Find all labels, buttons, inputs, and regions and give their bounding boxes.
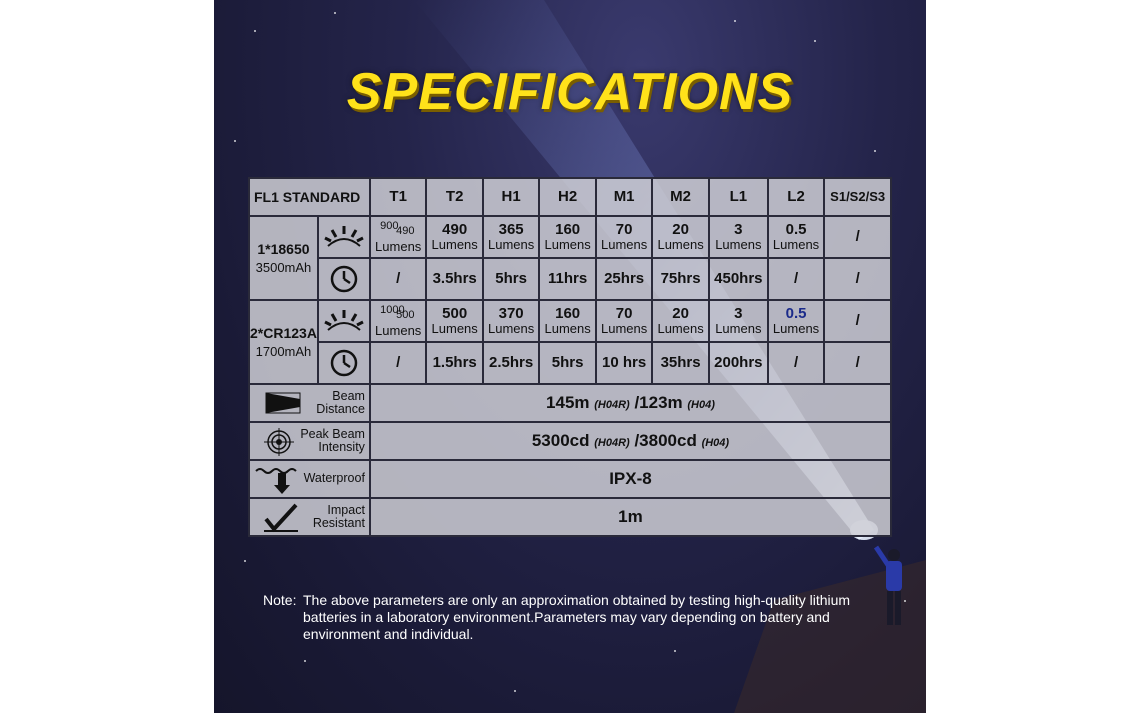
battery2-name: 2*CR123A (250, 324, 317, 341)
mode-header: M1 (596, 178, 652, 216)
spec-table (248, 177, 892, 537)
runtime-cell: 75hrs (652, 258, 708, 300)
impact-check-icon (262, 503, 300, 533)
battery2-label (249, 300, 318, 384)
lumens-cell: 70 Lumens (596, 300, 652, 342)
runtime-cell: / (824, 342, 891, 384)
lumens-cell: 3 Lumens (709, 300, 768, 342)
t1-lumens: 1000 500 Lumens (370, 300, 426, 342)
runtime-cell: 11hrs (539, 258, 595, 300)
runtime-cell: 1.5hrs (426, 342, 482, 384)
beam-distance-icon (264, 391, 302, 415)
mode-header: S1/S2/S3 (824, 178, 891, 216)
impact-value: 1m (370, 498, 891, 536)
battery1-label (249, 216, 318, 300)
runtime-cell: / (370, 258, 426, 300)
runtime-cell: 3.5hrs (426, 258, 482, 300)
note-text: The above parameters are only an approximation obtained by testing high-quality lithium batteries in a laboratory environment.Parameters may vary depending on battery and environment and individual. (303, 592, 851, 642)
clock-icon (318, 258, 370, 300)
lumens-cell: / (824, 216, 891, 258)
runtime-cell: 450hrs (709, 258, 768, 300)
waterproof-value: IPX-8 (370, 460, 891, 498)
lumens-cell: 0.5 Lumens (768, 216, 824, 258)
battery1-capacity: 3500mAh (255, 259, 312, 275)
battery2-capacity: 1700mAh (255, 343, 312, 359)
lumens-cell: 365 Lumens (483, 216, 539, 258)
clock-icon (318, 342, 370, 384)
waterproof-row (249, 460, 891, 498)
waterproof-label: Waterproof (249, 460, 370, 498)
impact-label: Impact Resistant (249, 498, 370, 536)
runtime-cell: 25hrs (596, 258, 652, 300)
corner-label: FL1 STANDARD (249, 178, 370, 216)
lumens-cell: 20 Lumens (652, 300, 708, 342)
lumens-cell: 370 Lumens (483, 300, 539, 342)
target-icon (264, 428, 294, 456)
lumens-cell: 0.5 Lumens (768, 300, 824, 342)
lumens-cell: 3 Lumens (709, 216, 768, 258)
waterproof-icon (254, 465, 300, 495)
runtime-cell: / (768, 258, 824, 300)
lumens-cell: 70 Lumens (596, 216, 652, 258)
brightness-icon (318, 300, 370, 342)
runtime-cell: 5hrs (483, 258, 539, 300)
page-title: SPECIFICATIONS (346, 63, 794, 121)
runtime-cell: 35hrs (652, 342, 708, 384)
mode-header: L1 (709, 178, 768, 216)
runtime-cell: / (824, 258, 891, 300)
brightness-icon (318, 216, 370, 258)
peak-intensity-row (249, 422, 891, 460)
battery1-name: 1*18650 (257, 240, 310, 257)
lumens-cell: 500 Lumens (426, 300, 482, 342)
beam-distance-value: 145m (H04R) /123m (H04) (370, 384, 891, 422)
runtime-cell: 5hrs (539, 342, 595, 384)
lumens-cell: / (824, 300, 891, 342)
battery1-runtime-row (249, 258, 891, 300)
runtime-cell: 200hrs (709, 342, 768, 384)
peak-intensity-value: 5300cd (H04R) /3800cd (H04) (370, 422, 891, 460)
table-header-row (249, 178, 891, 216)
runtime-cell: 10 hrs (596, 342, 652, 384)
lumens-cell: 490 Lumens (426, 216, 482, 258)
impact-row (249, 498, 891, 536)
lumens-cell: 160 Lumens (539, 216, 595, 258)
runtime-cell: 2.5hrs (483, 342, 539, 384)
mode-header: M2 (652, 178, 708, 216)
mode-header: L2 (768, 178, 824, 216)
runtime-cell: / (768, 342, 824, 384)
battery2-runtime-row (249, 342, 891, 384)
lumens-cell: 160 Lumens (539, 300, 595, 342)
mode-header: T1 (370, 178, 426, 216)
t1-lumens: 900 490 Lumens (370, 216, 426, 258)
mode-header: H1 (483, 178, 539, 216)
mode-header: H2 (539, 178, 595, 216)
beam-distance-row (249, 384, 891, 422)
beam-distance-label: Beam Distance (249, 384, 370, 422)
note-prefix: Note: (263, 592, 297, 608)
lumens-cell: 20 Lumens (652, 216, 708, 258)
battery1-lumens-row (249, 216, 891, 258)
runtime-cell: / (370, 342, 426, 384)
battery2-lumens-row (249, 300, 891, 342)
peak-intensity-label: Peak Beam Intensity (249, 422, 370, 460)
spec-poster (214, 0, 926, 713)
mode-header: T2 (426, 178, 482, 216)
